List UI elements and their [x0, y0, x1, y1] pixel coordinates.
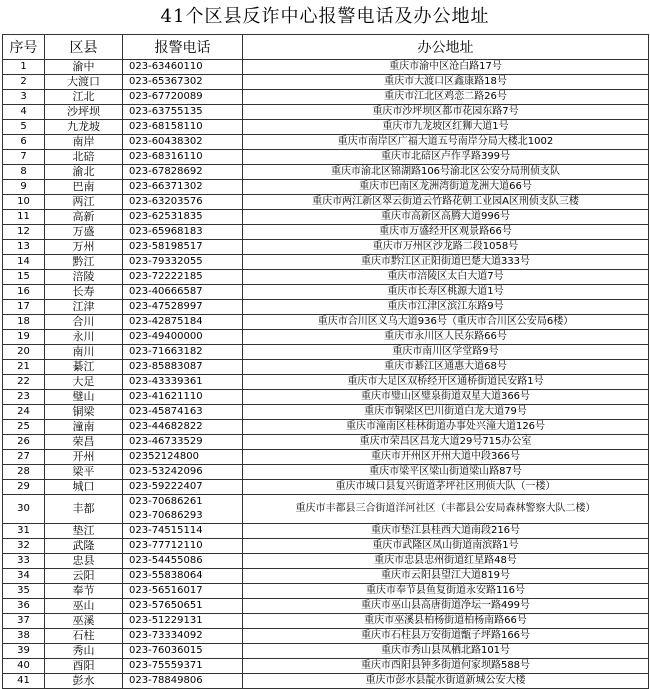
row-phone [123, 524, 243, 539]
row-index: 23 [3, 390, 45, 405]
row-address: 重庆市渝中区沧白路17号 [243, 60, 649, 75]
row-address: 重庆市长寿区桃源大道1号 [243, 285, 649, 300]
row-phone [123, 180, 243, 195]
row-address: 重庆市奉节县鱼复街道永安路116号 [243, 584, 649, 599]
phone-number: 023-63460110 [129, 61, 203, 72]
phone-number: 023-58198517 [129, 241, 203, 252]
row-phone [123, 240, 243, 255]
phone-number: 023-70686293 [129, 510, 203, 521]
row-address: 重庆市城口县复兴街道茅坪社区刑侦大队（一楼） [243, 480, 649, 495]
table-row [3, 240, 649, 255]
table-body [3, 60, 649, 689]
row-phone [123, 465, 243, 480]
row-address: 重庆市巫山县高唐街道净坛一路499号 [243, 599, 649, 614]
row-district: 永川 [45, 330, 123, 345]
row-phone [123, 60, 243, 75]
row-district: 南岸 [45, 135, 123, 150]
row-district: 云阳 [45, 569, 123, 584]
row-district: 大足 [45, 375, 123, 390]
table-row [3, 195, 649, 210]
row-district: 巫溪 [45, 614, 123, 629]
phone-number: 023-44682822 [129, 421, 203, 432]
row-index: 35 [3, 584, 45, 599]
row-index: 24 [3, 405, 45, 420]
table-row [3, 300, 649, 315]
table-row [3, 390, 649, 405]
row-address: 重庆市石柱县万安街道甑子坪路166号 [243, 629, 649, 644]
phone-number: 023-79332055 [129, 256, 203, 267]
row-phone [123, 554, 243, 569]
phone-number: 023-68316110 [129, 151, 203, 162]
phone-number: 023-41621110 [129, 391, 203, 402]
table-row [3, 105, 649, 120]
row-district: 武隆 [45, 539, 123, 554]
table-row [3, 629, 649, 644]
table-row [3, 539, 649, 554]
row-index: 34 [3, 569, 45, 584]
row-index: 18 [3, 315, 45, 330]
row-index: 22 [3, 375, 45, 390]
row-address: 重庆市涪陵区太白大道7号 [243, 270, 649, 285]
row-address: 重庆市云阳县望江大道819号 [243, 569, 649, 584]
row-address: 重庆市高新区高腾大道996号 [243, 210, 649, 225]
phone-number: 023-71663182 [129, 346, 203, 357]
contact-table [2, 34, 649, 689]
phone-number: 023-75559371 [129, 660, 203, 671]
phone-number: 023-55838064 [129, 570, 203, 581]
phone-number: 023-40666587 [129, 286, 203, 297]
row-phone [123, 599, 243, 614]
table-row [3, 360, 649, 375]
row-address: 重庆市垫江县桂西大道南段216号 [243, 524, 649, 539]
row-phone [123, 495, 243, 524]
row-phone [123, 614, 243, 629]
row-address: 重庆市合川区义乌大道936号（重庆市合川区公安局6楼） [243, 315, 649, 330]
row-address: 重庆市北碚区卢作孚路399号 [243, 150, 649, 165]
row-index: 27 [3, 450, 45, 465]
row-address: 重庆市开州区开州大道中段366号 [243, 450, 649, 465]
table-row [3, 450, 649, 465]
row-district: 巫山 [45, 599, 123, 614]
phone-number: 023-76036015 [129, 645, 203, 656]
table-row [3, 420, 649, 435]
phone-number: 023-65367302 [129, 76, 203, 87]
table-row [3, 524, 649, 539]
table-row [3, 60, 649, 75]
row-index: 29 [3, 480, 45, 495]
row-phone [123, 360, 243, 375]
column-header-district: 区县 [45, 35, 123, 60]
row-address: 重庆市九龙坡区红狮大道1号 [243, 120, 649, 135]
row-district: 黔江 [45, 255, 123, 270]
row-district: 高新 [45, 210, 123, 225]
row-district: 两江 [45, 195, 123, 210]
row-address: 重庆市黔江区正阳街道巴楚大道333号 [243, 255, 649, 270]
column-header-index: 序号 [3, 35, 45, 60]
phone-number: 023-74515114 [129, 525, 203, 536]
row-phone [123, 285, 243, 300]
table-row [3, 495, 649, 524]
row-district: 梁平 [45, 465, 123, 480]
row-index: 2 [3, 75, 45, 90]
table-row [3, 90, 649, 105]
row-district: 奉节 [45, 584, 123, 599]
row-index: 38 [3, 629, 45, 644]
table-row [3, 315, 649, 330]
table-row [3, 135, 649, 150]
row-address: 重庆市巴南区龙洲湾街道龙洲大道66号 [243, 180, 649, 195]
row-district: 大渡口 [45, 75, 123, 90]
row-district: 酉阳 [45, 659, 123, 674]
phone-number: 023-70686261 [129, 496, 203, 507]
phone-number: 02352124800 [129, 451, 199, 462]
phone-number: 023-46733529 [129, 436, 203, 447]
row-index: 31 [3, 524, 45, 539]
row-address: 重庆市璧山区璧泉街道双星大道366号 [243, 390, 649, 405]
row-district: 秀山 [45, 644, 123, 659]
row-index: 32 [3, 539, 45, 554]
row-address: 重庆市两江新区翠云街道云竹路花朝工业园A区刑侦支队三楼 [243, 195, 649, 210]
row-index: 12 [3, 225, 45, 240]
row-phone [123, 330, 243, 345]
row-district: 涪陵 [45, 270, 123, 285]
row-district: 城口 [45, 480, 123, 495]
row-phone [123, 225, 243, 240]
row-phone [123, 165, 243, 180]
row-district: 綦江 [45, 360, 123, 375]
row-index: 7 [3, 150, 45, 165]
row-phone [123, 315, 243, 330]
table-row [3, 270, 649, 285]
row-phone [123, 270, 243, 285]
row-district: 石柱 [45, 629, 123, 644]
phone-number: 023-60438302 [129, 136, 203, 147]
column-header-address: 办公地址 [243, 35, 649, 60]
row-address: 重庆市南川区学堂路9号 [243, 345, 649, 360]
row-address: 重庆市荣昌区昌龙大道29号715办公室 [243, 435, 649, 450]
row-address: 重庆市铜梁区巴川街道白龙大道79号 [243, 405, 649, 420]
table-row [3, 285, 649, 300]
phone-number: 023-45874163 [129, 406, 203, 417]
row-address: 重庆市万州区沙龙路二段1058号 [243, 240, 649, 255]
phone-number: 023-51229131 [129, 615, 203, 626]
table-row [3, 435, 649, 450]
row-index: 30 [3, 495, 45, 524]
row-address: 重庆市綦江区通惠大道68号 [243, 360, 649, 375]
row-phone [123, 375, 243, 390]
row-phone [123, 659, 243, 674]
row-address: 重庆市南岸区广福大道五号南岸分局大楼北1002 [243, 135, 649, 150]
row-phone [123, 150, 243, 165]
row-district: 北碚 [45, 150, 123, 165]
table-row [3, 180, 649, 195]
phone-number: 023-77712110 [129, 540, 203, 551]
row-address: 重庆市永川区人民东路66号 [243, 330, 649, 345]
row-district: 江津 [45, 300, 123, 315]
row-district: 铜梁 [45, 405, 123, 420]
row-index: 16 [3, 285, 45, 300]
row-district: 南川 [45, 345, 123, 360]
row-district: 九龙坡 [45, 120, 123, 135]
table-row [3, 75, 649, 90]
row-address: 重庆市梁平区梁山街道梁山路87号 [243, 465, 649, 480]
row-phone [123, 539, 243, 554]
row-address: 重庆市江津区滨江东路9号 [243, 300, 649, 315]
row-phone [123, 390, 243, 405]
row-address: 重庆市万盛经开区观景路66号 [243, 225, 649, 240]
table-row [3, 255, 649, 270]
phone-number: 023-43339361 [129, 376, 203, 387]
row-address: 重庆市忠县忠州街道红星路48号 [243, 554, 649, 569]
row-phone [123, 405, 243, 420]
table-row [3, 375, 649, 390]
table-header-row [3, 35, 649, 60]
row-phone [123, 584, 243, 599]
row-phone [123, 345, 243, 360]
row-phone [123, 120, 243, 135]
row-index: 15 [3, 270, 45, 285]
phone-number: 023-78849806 [129, 675, 203, 686]
row-index: 14 [3, 255, 45, 270]
row-index: 41 [3, 674, 45, 689]
row-district: 开州 [45, 450, 123, 465]
table-row [3, 599, 649, 614]
phone-number: 023-59222407 [129, 481, 203, 492]
row-district: 沙坪坝 [45, 105, 123, 120]
row-phone [123, 480, 243, 495]
table-row [3, 225, 649, 240]
phone-number: 023-67828692 [129, 166, 203, 177]
table-row [3, 330, 649, 345]
row-index: 1 [3, 60, 45, 75]
row-district: 渝中 [45, 60, 123, 75]
table-row [3, 405, 649, 420]
phone-number: 023-54455086 [129, 555, 203, 566]
row-district: 万盛 [45, 225, 123, 240]
row-address: 重庆市彭水县靛水街道新城公安大楼 [243, 674, 649, 689]
table-row [3, 345, 649, 360]
phone-number: 023-49400000 [129, 331, 203, 342]
row-phone [123, 135, 243, 150]
table-row [3, 614, 649, 629]
table-row [3, 165, 649, 180]
row-address: 重庆市巫溪县柏杨街道柏杨南路66号 [243, 614, 649, 629]
row-phone [123, 75, 243, 90]
row-phone [123, 300, 243, 315]
row-phone [123, 629, 243, 644]
row-index: 25 [3, 420, 45, 435]
row-address: 重庆市丰都县三合街道洋河社区（丰都县公安局森林警察大队二楼） [243, 495, 649, 524]
row-index: 3 [3, 90, 45, 105]
row-district: 巴南 [45, 180, 123, 195]
page-title: 41个区县反诈中心报警电话及办公地址 [160, 6, 490, 27]
phone-number: 023-85883087 [129, 361, 203, 372]
column-header-phone: 报警电话 [123, 35, 243, 60]
row-district: 渝北 [45, 165, 123, 180]
phone-number: 023-63755135 [129, 106, 203, 117]
row-address: 重庆市武隆区凤山街道南滨路1号 [243, 539, 649, 554]
table-row [3, 150, 649, 165]
row-phone [123, 435, 243, 450]
table-row [3, 554, 649, 569]
phone-number: 023-56516017 [129, 585, 203, 596]
row-index: 37 [3, 614, 45, 629]
phone-number: 023-63203576 [129, 196, 203, 207]
row-address: 重庆市沙坪坝区都市花园东路7号 [243, 105, 649, 120]
row-phone [123, 674, 243, 689]
phone-number: 023-66371302 [129, 181, 203, 192]
row-index: 5 [3, 120, 45, 135]
row-index: 20 [3, 345, 45, 360]
row-index: 40 [3, 659, 45, 674]
row-address: 重庆市渝北区锦湖路106号渝北区公安分局刑侦支队 [243, 165, 649, 180]
row-district: 璧山 [45, 390, 123, 405]
phone-number: 023-47528997 [129, 301, 203, 312]
row-phone [123, 420, 243, 435]
phone-number: 023-67720089 [129, 91, 203, 102]
phone-number: 023-42875184 [129, 316, 203, 327]
row-index: 26 [3, 435, 45, 450]
row-index: 13 [3, 240, 45, 255]
row-index: 28 [3, 465, 45, 480]
row-index: 6 [3, 135, 45, 150]
row-district: 长寿 [45, 285, 123, 300]
row-phone [123, 90, 243, 105]
row-address: 重庆市大足区双桥经开区通桥街道民安路1号 [243, 375, 649, 390]
row-phone [123, 644, 243, 659]
row-district: 丰都 [45, 495, 123, 524]
row-index: 11 [3, 210, 45, 225]
phone-number: 023-68158110 [129, 121, 203, 132]
row-index: 10 [3, 195, 45, 210]
phone-number: 023-65968183 [129, 226, 203, 237]
row-index: 8 [3, 165, 45, 180]
row-index: 4 [3, 105, 45, 120]
row-index: 17 [3, 300, 45, 315]
table-row [3, 120, 649, 135]
row-district: 万州 [45, 240, 123, 255]
table-row [3, 569, 649, 584]
table-row [3, 659, 649, 674]
row-index: 19 [3, 330, 45, 345]
row-phone [123, 569, 243, 584]
row-phone [123, 210, 243, 225]
row-address: 重庆市秀山县凤栖北路101号 [243, 644, 649, 659]
row-district: 荣昌 [45, 435, 123, 450]
phone-number: 023-72222185 [129, 271, 203, 282]
row-district: 彭水 [45, 674, 123, 689]
row-address: 重庆市潼南区桂林街道办事处兴潼大道126号 [243, 420, 649, 435]
row-address: 重庆市大渡口区鑫康路18号 [243, 75, 649, 90]
row-district: 合川 [45, 315, 123, 330]
table-row [3, 584, 649, 599]
table-row [3, 674, 649, 689]
row-district: 垫江 [45, 524, 123, 539]
row-index: 33 [3, 554, 45, 569]
row-district: 忠县 [45, 554, 123, 569]
phone-number: 023-73334092 [129, 630, 203, 641]
row-district: 潼南 [45, 420, 123, 435]
table-row [3, 480, 649, 495]
table-row [3, 644, 649, 659]
row-address: 重庆市江北区鸡恋二路26号 [243, 90, 649, 105]
row-district: 江北 [45, 90, 123, 105]
phone-number: 023-57650651 [129, 600, 203, 611]
row-phone [123, 450, 243, 465]
row-phone [123, 255, 243, 270]
phone-number: 023-62531835 [129, 211, 203, 222]
row-phone [123, 105, 243, 120]
table-row [3, 465, 649, 480]
row-index: 21 [3, 360, 45, 375]
table-row [3, 210, 649, 225]
row-index: 36 [3, 599, 45, 614]
phone-number: 023-53242096 [129, 466, 203, 477]
row-index: 39 [3, 644, 45, 659]
row-index: 9 [3, 180, 45, 195]
row-phone [123, 195, 243, 210]
row-address: 重庆市酉阳县钟多街道何家坝路588号 [243, 659, 649, 674]
